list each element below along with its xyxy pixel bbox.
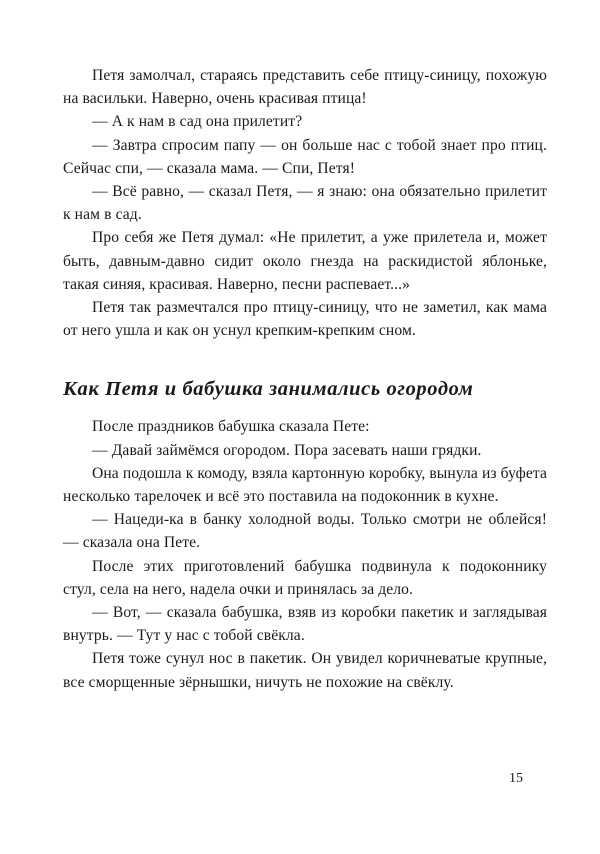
dialogue-line: — Завтра спросим папу — он больше нас с тобой знает про птиц. Сейчас спи, — сказала мама. — Спи, Петя!: [63, 136, 547, 177]
dialogue-line: — Давай займёмся огородом. Пора засевать наши грядки.: [92, 441, 482, 459]
book-page: [63, 64, 547, 694]
story-section-ogorod: [63, 415, 547, 693]
paragraph: Петя тоже сунул нос в пакетик. Он увидел коричневатые крупные, все сморщенные зёрнышки, ничуть не похожие на свёклу.: [63, 650, 547, 691]
paragraph: После этих приготовлений бабушка подвинула к подоконнику стул, села на него, надела очки и принялась за дело.: [63, 557, 547, 598]
paragraph: Про себя же Петя думал: «Не прилетит, а уже прилетела и, может быть, давным-давно сидит около гнезда на раскидистой яблоньке, такая синяя, красивая. Наверно, песни распевает...»: [63, 229, 547, 293]
dialogue-line: — Всё равно, — сказал Петя, — я знаю: она обязательно прилетит к нам в сад.: [63, 183, 547, 224]
dialogue-line: — А к нам в сад она прилетит?: [92, 113, 303, 131]
paragraph: Она подошла к комоду, взяла картонную коробку, вынула из буфета несколько тарелочек и всё это поставила на подоконник в кухне.: [63, 464, 547, 506]
paragraph: Петя замолчал, стараясь представить себе птицу-синицу, похожую на васильки. Наверно, очень красивая птица!: [63, 67, 547, 108]
dialogue-line: — Вот, — сказала бабушка, взяв из коробки пакетик и заглядывая внутрь. — Тут у нас с тобой свёкла.: [63, 604, 547, 645]
chapter-title: Как Петя и бабушка занимались огородом: [63, 378, 474, 401]
story-section-sinitsa: [63, 64, 547, 342]
dialogue-line: — Нацеди-ка в банку холодной воды. Только смотри не облейся! — сказала она Пете.: [63, 511, 547, 552]
paragraph: После праздников бабушка сказала Пете:: [92, 418, 370, 436]
page-number: 15: [509, 771, 523, 786]
paragraph: Петя так размечтался про птицу-синицу, что не заметил, как мама от него ушла и как он уснул крепким-крепким сном.: [63, 299, 547, 340]
